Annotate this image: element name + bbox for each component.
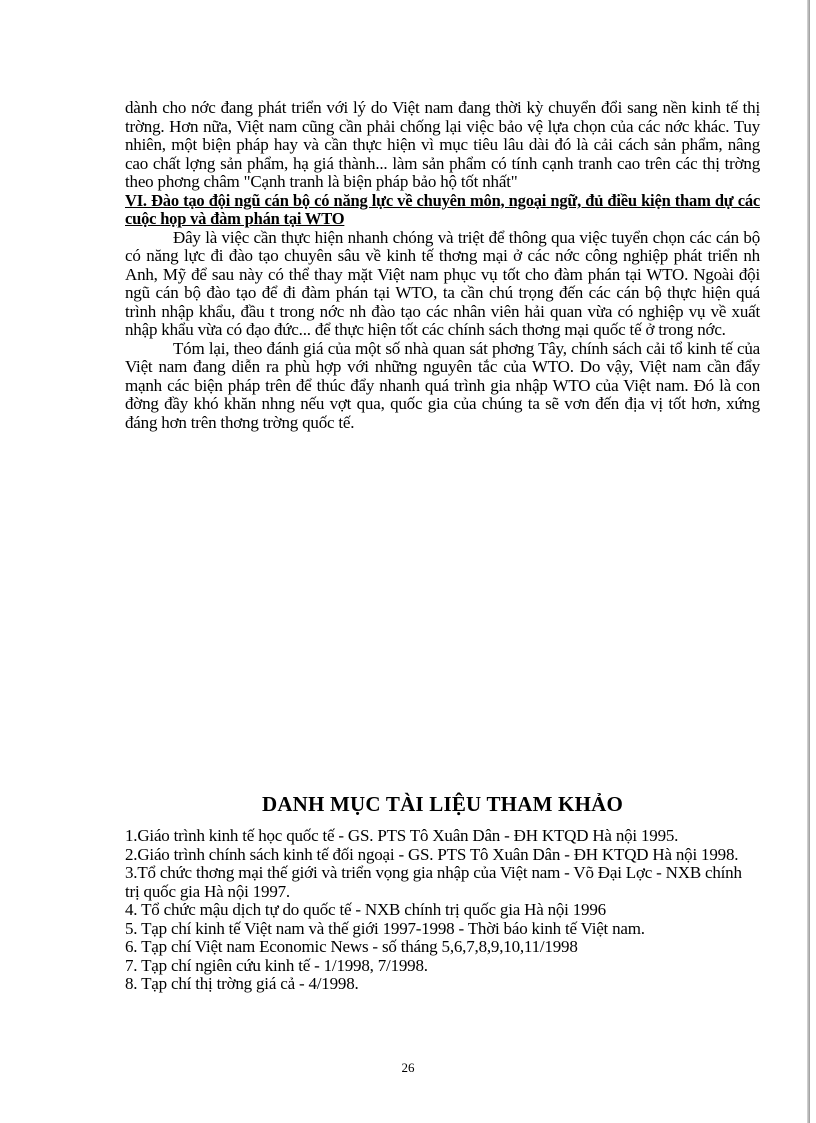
bibliography-item: 4. Tổ chức mậu dịch tự do quốc tế - NXB chính trị quốc gia Hà nội 1996	[125, 900, 606, 919]
bibliography-item: 2.Giáo trình chính sách kinh tế đối ngoại - GS. PTS Tô Xuân Dân - ĐH KTQD Hà nội 1998.	[125, 844, 739, 864]
bibliography-item: 7. Tạp chí ngiên cứu kinh tế - 1/1998, 7/1998.	[125, 955, 428, 975]
bibliography-item: 8. Tạp chí thị trờng giá cả - 4/1998.	[125, 974, 359, 993]
section-heading-vi: VI. Đào tạo đội ngũ cán bộ có năng lực về chuyên môn, ngoại ngữ, đủ điều kiện tham dự các cuộc họp và đàm phán tại WTO	[125, 190, 760, 228]
bibliography-list	[125, 827, 760, 994]
page-number: 26	[401, 1060, 415, 1075]
paragraph-training: Đây là việc cần thực hiện nhanh chóng và triệt để thông qua việc tuyển chọn các cán bộ có năng lực đi đào tạo chuyên sâu về kinh tế thơng mại ở các nớc công nghiệp phát triển nh Anh, Mỹ để sau này có thể thay mặt Việt nam phục vụ tốt cho đàm phán tại WTO. Ngoài đội ngũ cán bộ đào tạo để đi đàm phán tại WTO, ta cần chú trọng đến các cán bộ thực hiện quá trình nhập khẩu, đầu t trong nớc nh đào tạo các nhân viên hải quan vừa có nghiệp vụ về xuất nhập khẩu vừa có đạo đức... để thực hiện tốt các chính sách thơng mại quốc tế ở trong nớc.	[125, 227, 760, 339]
paragraph-conclusion: Tóm lại, theo đánh giá của một số nhà quan sát phơng Tây, chính sách cải tổ kinh tế của Việt nam đang diễn ra phù hợp với những nguyên tắc của WTO. Do vậy, Việt nam cần đẩy mạnh các biện pháp trên để thúc đẩy nhanh quá trình gia nhập WTO của Việt nam. Đó là con đờng đầy khó khăn nhng nếu vợt qua, quốc gia của chúng ta sẽ vơn đến địa vị tốt hơn, xứng đáng hơn trên thơng trờng quốc tế.	[125, 338, 760, 432]
paragraph-continuation: dành cho nớc đang phát triển với lý do Việt nam đang thời kỳ chuyển đổi sang nền kinh tế thị trờng. Hơn nữa, Việt nam cũng cần phải chống lại việc bảo vệ lựa chọn của các nớc khác. Tuy nhiên, một biện pháp hay và cần thực hiện vì mục tiêu lâu dài đó là cải cách sản phẩm, nâng cao chất lợng sản phẩm, hạ giá thành... làm sản phẩm có tính cạnh tranh cao trên các thị trờng theo phơng châm "Cạnh tranh là biện pháp bảo hộ tốt nhất"	[125, 98, 760, 191]
bibliography-item: 3.Tổ chức thơng mại thế giới và triển vọng gia nhập của Việt nam - Võ Đại Lợc - NXB chính trị quốc gia Hà nội 1997.	[125, 863, 742, 901]
page-edge-shadow	[807, 0, 810, 1123]
bibliography-item: 5. Tạp chí kinh tế Việt nam và thế giới 1997-1998 - Thời báo kinh tế Việt nam.	[125, 918, 645, 938]
bibliography-title: DANH MỤC TÀI LIỆU THAM KHẢO	[261, 792, 624, 816]
bibliography-item: 6. Tạp chí Việt nam Economic News - số tháng 5,6,7,8,9,10,11/1998	[125, 937, 578, 956]
bibliography-item: 1.Giáo trình kinh tế học quốc tế - GS. PTS Tô Xuân Dân - ĐH KTQD Hà nội 1995.	[125, 826, 679, 845]
section-body	[125, 99, 760, 432]
